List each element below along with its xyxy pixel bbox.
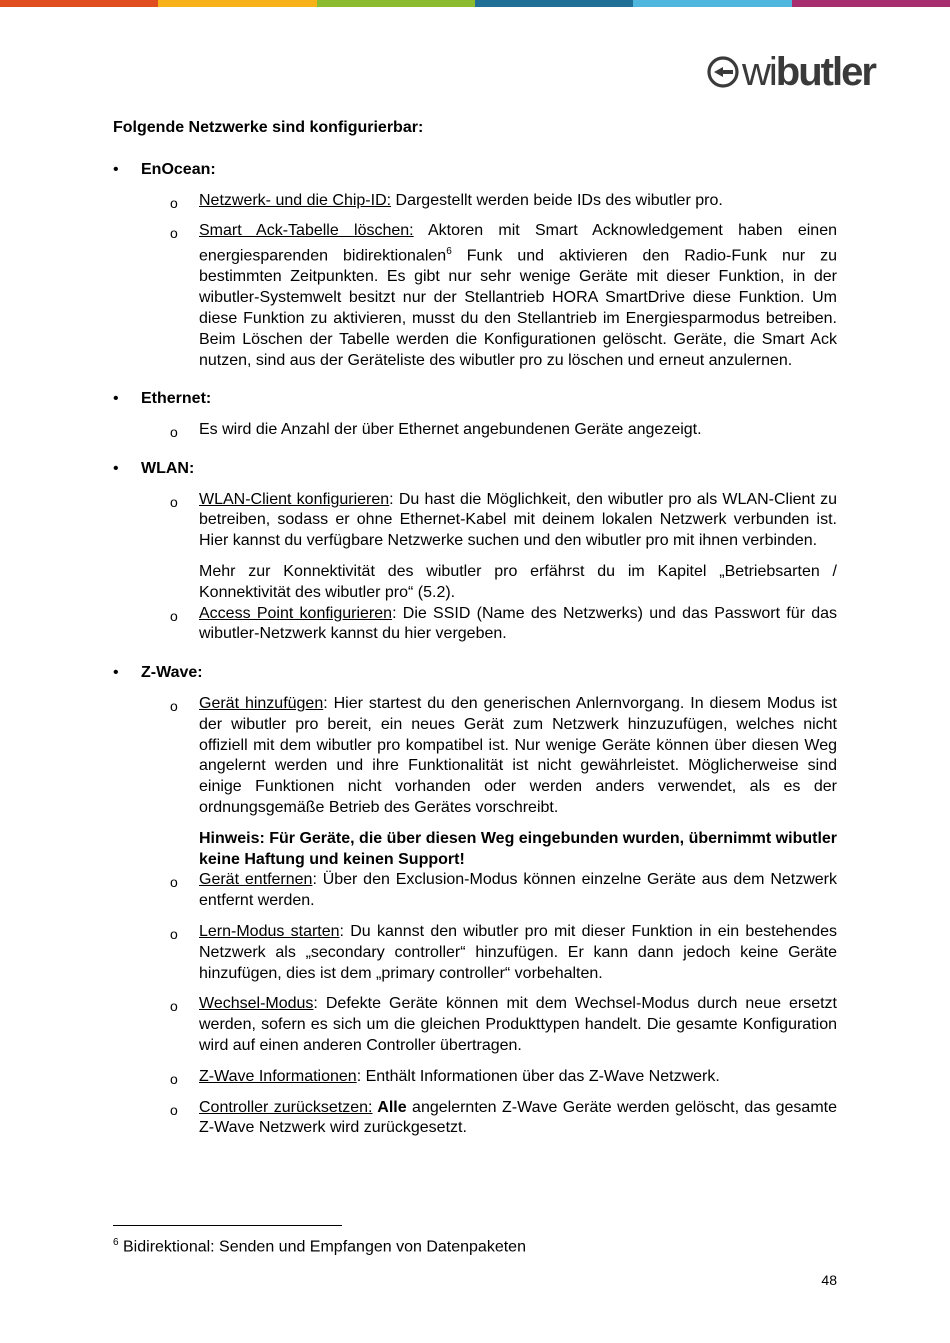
logo-bell-icon — [706, 55, 740, 89]
section-title: • EnOcean: — [113, 160, 837, 181]
bullet-icon: • — [113, 664, 119, 682]
section-title: • WLAN: — [113, 459, 837, 480]
bullet-icon: • — [113, 160, 119, 178]
list-item: o Controller zurücksetzen: Alle angelernten Z-Wave Geräte werden gelöscht, das gesamte Z-Wave Netzwerk wird zurückgesetzt. — [170, 1098, 837, 1137]
color-segment-blue — [475, 0, 633, 7]
section-zwave — [113, 663, 837, 1139]
footnote-ref: 6 — [446, 246, 452, 258]
color-segment-lightblue — [633, 0, 791, 7]
bullet-icon: • — [113, 459, 119, 477]
section-title: • Z-Wave: — [113, 663, 837, 684]
color-segment-magenta — [792, 0, 950, 7]
page-number: 48 — [821, 1272, 837, 1288]
color-segment-yellow — [158, 0, 316, 7]
circle-bullet-icon: o — [170, 607, 178, 624]
intro-heading: Folgende Netzwerke sind konfigurierbar: — [113, 119, 424, 136]
color-segment-orange — [0, 0, 158, 7]
list-item: o Access Point konfigurieren: Die SSID (Name des Netzwerks) und das Passwort für das wibutler-Netzwerk kannst du hier vergeben. — [170, 604, 837, 643]
wibutler-logo — [706, 52, 875, 92]
circle-bullet-icon: o — [170, 493, 178, 510]
list-item: o Z-Wave Informationen: Enthält Informationen über das Z-Wave Netzwerk. — [113, 1067, 837, 1088]
circle-bullet-icon: o — [170, 225, 178, 242]
circle-bullet-icon: o — [170, 998, 178, 1015]
circle-bullet-icon: o — [170, 926, 178, 943]
circle-bullet-icon: o — [170, 1101, 178, 1118]
circle-bullet-icon: o — [170, 1070, 178, 1087]
list-item: o WLAN-Client konfigurieren: Du hast die Möglichkeit, den wibutler pro als WLAN-Client zu betreiben, sodass er ohne Ethernet-Kabel mit deinem lokalen Netzwerk verbunden ist. Hier kannst du verfügbare Netzwerke suchen und den wibutler pro mit ihnen verbinden. — [170, 490, 838, 550]
hint-note: Hinweis: Für Geräte, die über diesen Weg eingebunden wurden, übernimmt wibutler keine Haftung und keinen Support! — [199, 829, 838, 868]
list-item: o Smart Ack-Tabelle löschen: Aktoren mit Smart Acknowledgement haben einen energiesparenden bidirektionalen$^6$ Funk und aktivieren den Radio-Funk nur zu bestimmten Zeitpunkten. Es gibt nur sehr wenige Geräte mit dieser Funktion, in der wibutler-Systemwelt besitzt nur der Stellantrieb HORA SmartDrive diese Funktion. Um diese Funktion zu aktivieren, musst du den Stellantrieb im Energiesparmodus betreiben. Beim Löschen der Tabelle werden die Konfigurationen gelöscht. Geräte, die Smart Ack nutzen, sind aus der Geräteliste des wibutler pro zu löschen und erneut anzulernen. — [170, 222, 837, 369]
section-wlan — [113, 459, 837, 645]
color-segment-green — [317, 0, 475, 7]
circle-bullet-icon: o — [170, 194, 178, 211]
header-color-bar — [0, 0, 950, 7]
list-item: o Netzwerk- und die Chip-ID: Dargestellt werden beide IDs des wibutler pro. — [113, 191, 837, 212]
footnote-divider — [113, 1225, 342, 1226]
section-enocean — [113, 160, 837, 372]
list-item: o Es wird die Anzahl der über Ethernet angebundenen Geräte angezeigt. — [113, 420, 837, 441]
section-ethernet — [113, 389, 837, 441]
logo-wordmark: wibutler — [742, 50, 875, 94]
circle-bullet-icon: o — [170, 424, 178, 441]
footnote: $^6$ Bidirektional: Senden und Empfangen von Datenpaketen — [113, 1237, 526, 1256]
list-item: o Lern-Modus starten: Du kannst den wibutler pro mit dieser Funktion in ein bestehendes Netzwerk als „secondary controller“ hinzufügen. Er kann dann jedoch keine Geräte hinzufügen, dies ist dem „primary controller“ vorbehalten. — [170, 923, 837, 982]
circle-bullet-icon: o — [170, 874, 178, 891]
section-title: • Ethernet: — [113, 389, 837, 410]
list-item: o Wechsel-Modus: Defekte Geräte können mit dem Wechsel-Modus durch neue ersetzt werden, sofern es sich um die gleichen Produkttypen handelt. Die gesamte Konfiguration wird auf einen anderen Controller übertragen. — [170, 995, 837, 1055]
circle-bullet-icon: o — [170, 698, 178, 715]
list-item: o Gerät hinzufügen: Hier startest du den generischen Anlernvorgang. In diesem Modus ist der wibutler pro bereit, ein neues Gerät zum Netzwerk hinzuzufügen, welches nicht offiziell mit dem wibutler pro kompatibel ist. Nur wenige Geräte können über diesen Weg angelernt werden und ihre Funktionalität ist nicht gewährleistet. Möglicherweise sind einige Funktionen nicht vorhanden oder werden anders verwendet, als es der ordnungsgemäße Betrieb des Gerätes vorschreibt. — [170, 695, 838, 817]
connectivity-note: Mehr zur Konnektivität des wibutler pro erfährst du im Kapitel „Betriebsarten / Konnektivität des wibutler pro“ (5.2). — [199, 563, 837, 601]
bullet-icon: • — [113, 390, 119, 408]
document-body — [113, 118, 837, 1157]
list-item: o Gerät entfernen: Über den Exclusion-Modus können einzelne Geräte aus dem Netzwerk entfernt werden. — [170, 871, 837, 910]
